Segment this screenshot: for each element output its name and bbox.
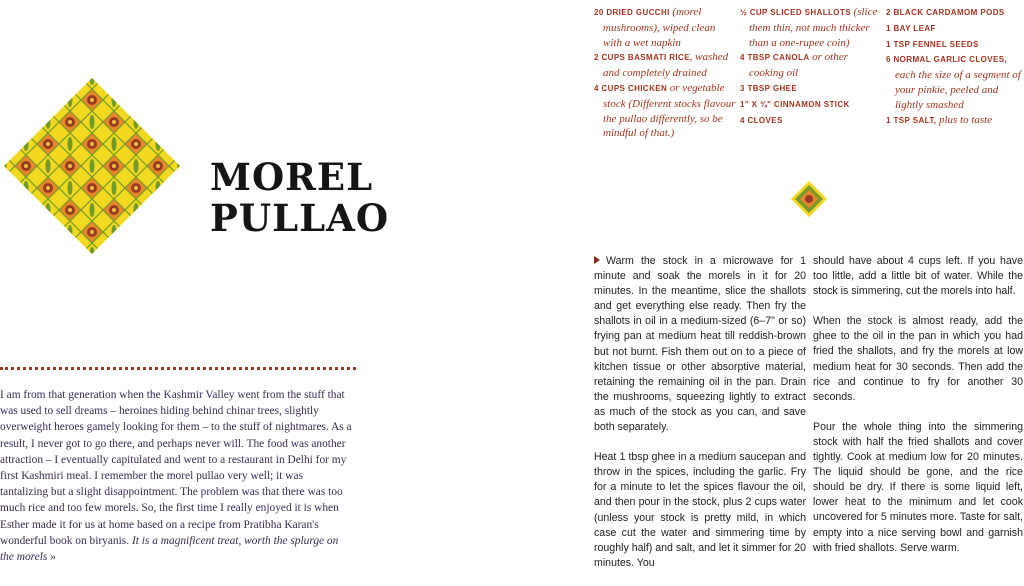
dotted-divider [0,367,356,370]
ingredient-item [740,50,882,81]
pattern-graphic [4,78,180,254]
ingredient-description: (morel mushrooms), wiped clean with a wet napkin [603,6,716,49]
ingredient-quantity: ½ CUP SLICED SHALLOTS [740,8,851,17]
ingredient-description: washed and completely drained [603,51,729,80]
method-column-2 [813,254,1023,571]
method-column-1 [594,254,806,586]
recipe-title-line2: PULLAO [210,196,390,240]
step-arrow-icon [594,256,600,264]
ingredient-item [886,37,1024,53]
decorative-pattern-image [4,78,180,254]
intro-text: I am from that generation when the Kashmir Valley went from the stuff that was used to sell dreams – heroines hiding behind chinar trees, slightly overweight heroes gamely looking for them – to the stuff of nightmares. As a result, I never got to go there, and perhaps never will. The food was another attraction – I eventually capitulated and went to a restaurant in Delhi for my first Kashmiri meal. I remember the morel pullao very well; it was tantalizing but a slight disappointment. The problem was that there was too much rice and too few morels. So, the first time I really enjoyed it is when Esther made it for us at home based on a recipe from Pratibha Karan's wonderful book on biryanis. [0,389,352,547]
ingredient-quantity: 1 TSP FENNEL SEEDS [886,39,979,49]
method-step [813,254,1023,299]
continue-mark: » [50,551,56,564]
method-step [813,314,1023,405]
ingredient-item [740,113,882,129]
ingredient-item [886,21,1024,37]
ingredient-description: each the size of a segment of your pinkie, peeled and lightly smashed [895,69,1021,111]
ingredient-description: or vegetable stock (Different stocks flavour the pullao differently, so be mindful of that.) [603,81,736,140]
ingredient-quantity: 1 TSP SALT, [886,115,937,125]
ingredient-item [740,81,882,97]
method-step [594,254,806,435]
ingredient-description: or other cooking oil [749,51,848,80]
ingredient-quantity: 6 NORMAL GARLIC CLOVES, [886,55,1008,65]
ingredient-item [886,52,1024,112]
method-step-text: Warm the stock in a microwave for 1 minute and soak the morels in it for 20 minutes. In the meantime, slice the shallots and get everything else ready. Then fry the shallots in oil in a medium-sized (6–7" or so) frying pan at medium heat till reddish-brown but not burnt. Fish them out on to a piece of kitchen tissue or other absorptive material, retaining the remaining oil in the pan. Drain the mushrooms, squeezing lightly to extract as much of the stock as you can, and save both separately. [594,255,806,434]
intro-paragraph [0,387,352,565]
ingredient-quantity: 4 CUPS CHICKEN [594,83,668,93]
ingredient-quantity: 4 TBSP CANOLA [740,53,810,63]
ingredient-item [740,97,882,113]
ingredient-description: plus to taste [938,113,993,126]
ingredient-quantity: 20 DRIED GUCCHI [594,8,670,17]
ingredient-quantity: 3 TBSP GHEE [740,83,798,93]
ingredient-quantity: 1 BAY LEAF [886,23,936,33]
ingredient-description: (slice them thin, not much thicker than a one-rupee coin) [749,6,878,49]
ingredient-item [886,113,1024,129]
ingredient-item [594,5,736,50]
method-step-text: should have about 4 cups left. If you have too little, add a little bit of water. While the stock is simmering, cut the morels into half. [813,255,1023,298]
ingredient-quantity: 2 CUPS BASMATI RICE, [594,53,693,63]
ingredient-item [740,5,882,50]
method-step [813,420,1023,556]
method-step-text: Heat 1 tbsp ghee in a medium saucepan and throw in the spices, including the garlic. Fry for a minute to let the spices flavour the oil, and then pour in the stock, plus 2 cups water (unless your stock is pretty mild, in which case cut the water and simmering time by roughly half) and salt, and let it simmer for 20 minutes. You [594,451,806,569]
ingredients-column-2 [740,5,882,128]
ingredient-item [594,50,736,81]
method-step-text: When the stock is almost ready, add the ghee to the oil in the pan in which you had fried the shallots, and fry the morels at low medium heat for 30 seconds. Then add the rice and continue to fry for another 30 seconds. [813,315,1023,403]
intro-italic-text: It is a magnificent treat, worth the splurge on the morels [0,534,339,564]
ingredient-item [886,5,1024,21]
ingredient-item [594,81,736,141]
method-step [594,450,806,571]
ingredient-quantity: 4 CLOVES [740,115,783,125]
ingredients-column-3 [886,5,1024,128]
recipe-title [210,157,410,239]
ingredient-quantity: 1" X ¾" CINNAMON STICK [740,99,850,109]
recipe-title-line1: MOREL [210,155,374,199]
ingredients-column-1 [594,5,736,141]
diamond-ornament-icon [790,180,828,218]
method-step-text: Pour the whole thing into the simmering stock with half the fried shallots and cover tightly. Cook at medium low for 20 minutes. The liquid should be gone, and the rice should be dry. If there is some liquid left, lower heat to the minimum and let cook uncovered for 5 minutes more. Taste for salt, empty into a nice serving bowl and garnish with fried shallots. Serve warm. [813,420,1023,554]
ingredient-quantity: 2 BLACK CARDAMOM PODS [886,8,1005,17]
